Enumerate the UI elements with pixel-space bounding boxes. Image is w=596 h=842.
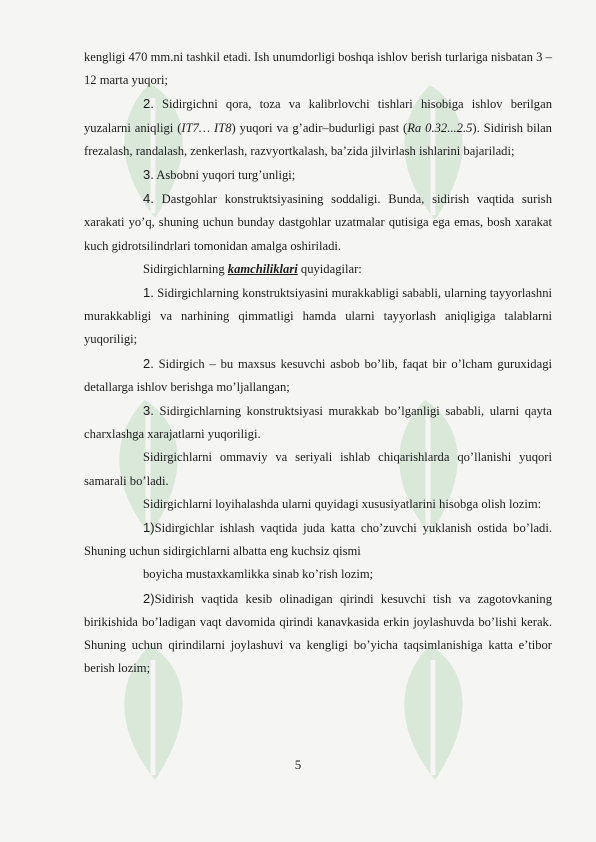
paragraph-text: ). Sidirish bilan frezalash, randalash, zenkerlash, razvyortkalash, ba’zida jilvirlash ishlarini bajariladi;: [84, 120, 552, 158]
paragraph-text: Sidirish vaqtida kesib olinadigan qirindi kesuvchi tish va zagotovkaning birikishida bo’ladigan vaqt davomida qirindi kanavkasida erkin joylashuvda bo’lishi kerak. Shuning uchun qirindilarni joylashuvi va kengligi bo’yicha taqsimlanishiga katta e’tibor berish lozim;: [84, 591, 552, 676]
page-number: 5: [294, 757, 302, 772]
paragraph: [84, 587, 552, 681]
paragraph: [84, 46, 552, 92]
paragraph-text: Sidirgichlarni loyihalashda ularni quyidagi xususiyatlarini hisobga olish lozim:: [143, 496, 542, 511]
paragraph-text: ) yuqori va g’adir–budurligi past (: [231, 120, 408, 135]
paragraph: [84, 563, 552, 586]
paragraph-text: Sidirgichlarning konstruktsiyasi murakkab bo’lganligi sababli, ularni qayta charxlashga xarajatlarni yuqoriligi.: [84, 404, 552, 442]
paragraph: [84, 493, 552, 516]
list-number: 2.: [143, 355, 154, 371]
paragraph-text: Dastgohlar konstruktsiyasining soddaligi. Bunda, sidirish vaqtida surish xarakati yo’q, shuning uchun bunday dastgohlar uzatmalar qutisiga ega emas, bosh xarakat kuch gidrotsilindrlari tomonidan amalga oshiriladi.: [84, 192, 552, 253]
paragraph-text: Sidirgichlarning konstruktsiyasini murakkabligi sababli, ularning tayyorlashni murakkabligi va narhining qimmatligi hamda ularni tayyorlash aniqligiga talablarni yuqoriligi;: [84, 286, 552, 347]
list-number: 2.: [143, 96, 154, 112]
list-number: 1): [143, 520, 155, 536]
paragraph: [84, 163, 552, 187]
paragraph-text: Sidirgichlarning: [143, 261, 228, 276]
paragraph: [84, 516, 552, 563]
paragraph-text: boyicha mustaxkamlikka sinab ko’rish lozim;: [143, 567, 374, 582]
paragraph: [84, 399, 552, 446]
list-number: 3.: [143, 403, 154, 419]
paragraph: [84, 258, 552, 281]
paragraph-text: Sidirgichni qora, toza va kalibrlovchi tishlari hisobiga ishlov berilgan yuzalarni aniqligi (: [84, 97, 552, 135]
paragraph-text: Sidirgichlarni ommaviy va seriyali ishlab chiqarishlarda qo’llanishi yuqori samarali bo’ladi.: [84, 450, 552, 488]
body-text: [84, 46, 552, 680]
paragraph: [84, 352, 552, 399]
list-number: 1.: [143, 285, 154, 301]
paragraph: [84, 187, 552, 258]
paragraph-text: IT7… IT8: [181, 120, 232, 135]
paragraph-text: Sidirgichlar ishlash vaqtida juda katta cho’zuvchi yuklanish ostida bo’ladi. Shuning uchun sidirgichlarni albatta eng kuchsiz qismi: [84, 521, 552, 559]
paragraph-text: Ra 0.32...2.5: [407, 120, 473, 135]
list-number: 4.: [143, 191, 154, 207]
keyword: kamchiliklari: [227, 261, 298, 276]
paragraph: [84, 446, 552, 492]
paragraph-text: quyidagilar:: [297, 261, 362, 276]
paragraph-text: kengligi 470 mm.ni tashkil etadi. Ish unumdorligi boshqa ishlov berish turlariga nisbatan 3 – 12 marta yuqori;: [84, 50, 552, 88]
list-number: 3.: [143, 167, 154, 183]
paragraph-text: Asbobni yuqori turg’unligi;: [153, 168, 296, 183]
paragraph-text: Sidirgich – bu maxsus kesuvchi asbob bo’lib, faqat bir o’lcham guruxidagi detallarga ishlov berishga mo’ljallangan;: [84, 356, 552, 394]
paragraph: [84, 281, 552, 352]
paragraph: [84, 92, 552, 163]
list-number: 2): [143, 590, 155, 606]
